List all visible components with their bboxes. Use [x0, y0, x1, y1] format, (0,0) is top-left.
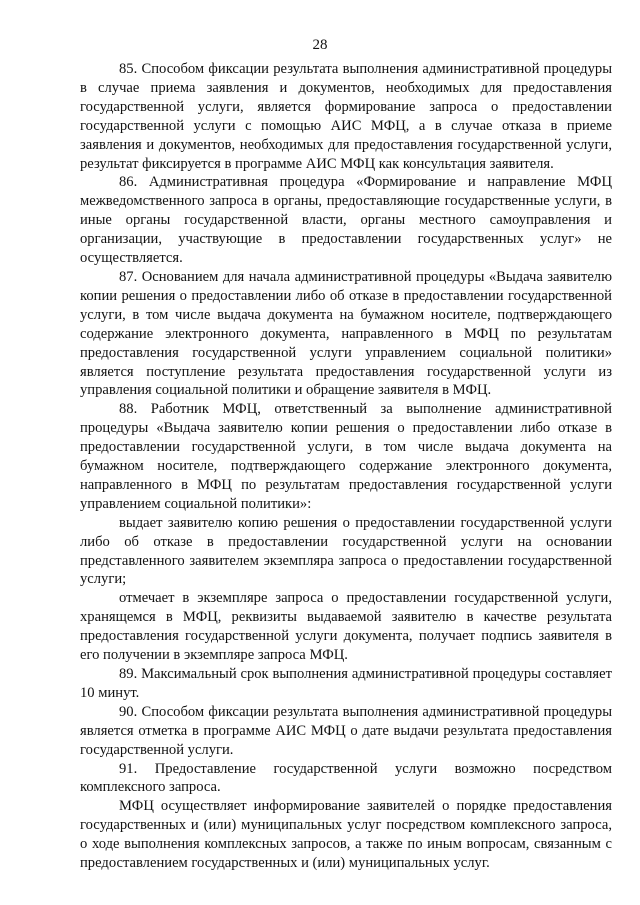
paragraph-mfc-informing: МФЦ осуществляет информирование заявителей о порядке предоставления государственных и (или) муниципальных услуг посредством комплексного запроса, о ходе выполнения комплексных запросов, а также по иным вопросам, связанным с предоставлением государственных и (или) муниципальных услуг. — [80, 798, 612, 872]
paragraph-87: 87. Основанием для начала административной процедуры «Выдача заявителю копии решения о предоставлении либо об отказе в предоставлении государственной услуги, в том числе выдача документа на бумажном носителе, подтверждающего содержание электронного документа, направленного в МФЦ по результатам предоставления государственной услуги управлением социальной политики» является поступление результата предоставления государственной услуги из управления социальной политики и обращение заявителя в МФЦ. — [80, 268, 612, 399]
page-number: 28 — [312, 37, 328, 53]
paragraph-86: 86. Административная процедура «Формирование и направление МФЦ межведомственного запроса в органы, предоставляющие государственные услуги, в иные органы государственной власти, органы местного самоуправления и организации, участвующие в предоставлении государственных услуг» не осуществляется. — [80, 174, 612, 267]
paragraph-88-record-details: отмечает в экземпляре запроса о предоставлении государственной услуги, хранящемся в МФЦ, реквизиты выдаваемой заявителю в качестве результата предоставления государственной услуги документа, получает подпись заявителя в его получении в экземпляре запроса МФЦ. — [80, 590, 612, 664]
paragraph-89: 89. Максимальный срок выполнения административной процедуры составляет 10 минут. — [80, 666, 612, 701]
paragraph-90: 90. Способом фиксации результата выполнения административной процедуры является отметка в программе АИС МФЦ о дате выдачи результата предоставления государственной услуги. — [80, 703, 612, 758]
page-body — [80, 60, 612, 873]
paragraph-88: 88. Работник МФЦ, ответственный за выполнение административной процедуры «Выдача заявителю копии решения о предоставлении либо отказе в предоставлении государственной услуги, в том числе выдача документа на бумажном носителе, подтверждающего содержание электронного документа, направленного в МФЦ по результатам предоставления государственной услуги управлением социальной политики»: — [80, 401, 612, 512]
paragraph-88-issue-copy: выдает заявителю копию решения о предоставлении государственной услуги либо об отказе в предоставлении государственной услуги на основании представленного заявителем экземпляра запроса о предоставлении государственной услуги; — [80, 514, 612, 588]
paragraph-85: 85. Способом фиксации результата выполнения административной процедуры в случае приема заявления и документов, необходимых для предоставления государственной услуги, является формирование запроса о предоставлении государственной услуги с помощью АИС МФЦ, а в случае отказа в приеме заявления и документов, необходимых для предоставления государственной услуги, результат фиксируется в программе АИС МФЦ как консультация заявителя. — [80, 61, 612, 172]
paragraph-91: 91. Предоставление государственной услуги возможно посредством комплексного запроса. — [80, 760, 612, 796]
